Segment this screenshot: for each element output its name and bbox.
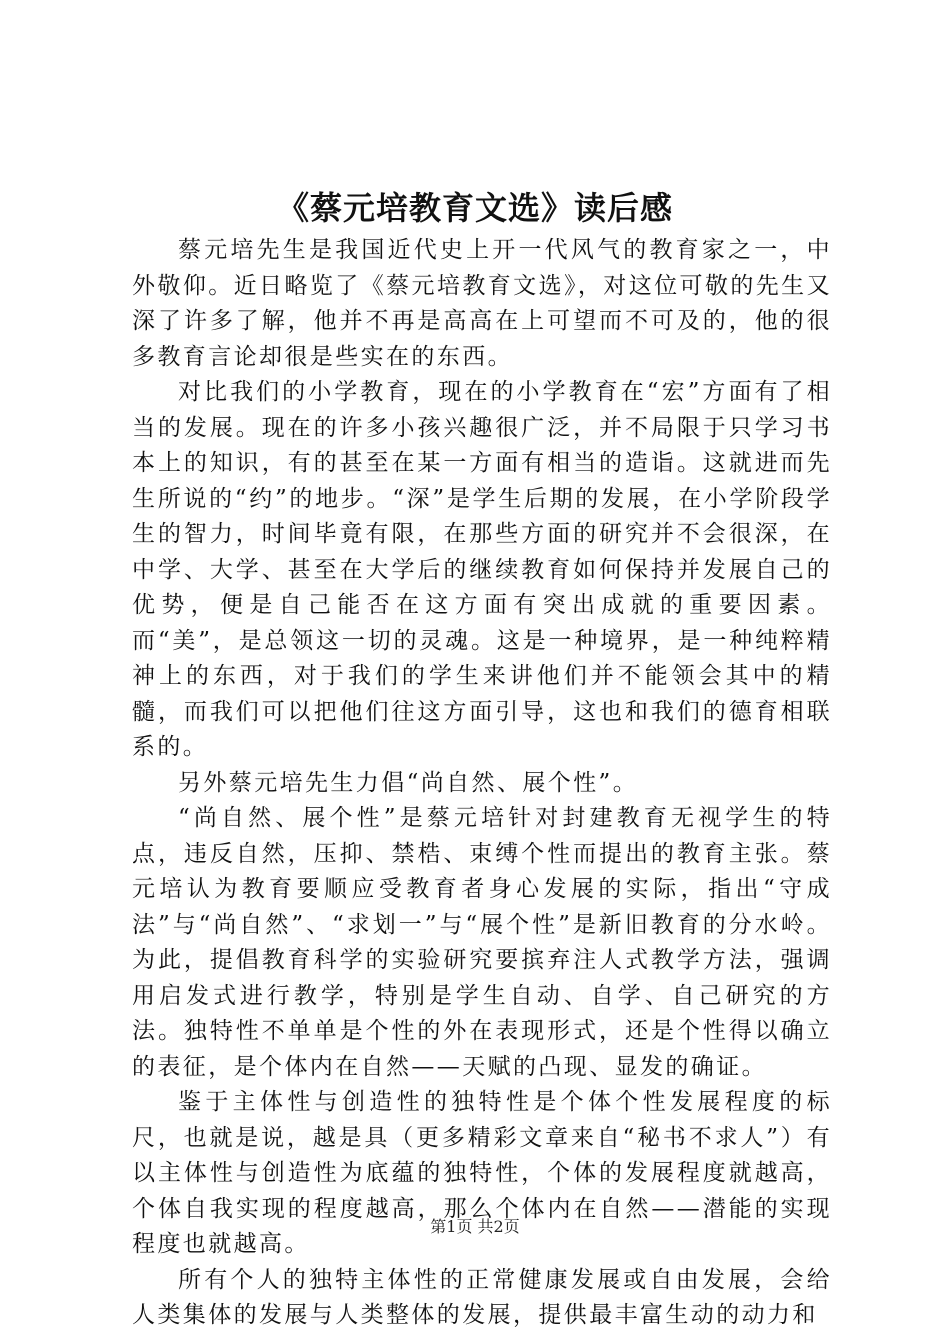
paragraph: 鉴于主体性与创造性的独特性是个体个性发展程度的标尺，也就是说，越是具（更多精彩文章来自“秘书不求人”）有以主体性与创造性为底蕴的独特性，个体的发展程度就越高，个体自我实现的程度越高，那么个体内在自然——潜能的实现程度也就越高。 bbox=[132, 1089, 832, 1257]
document-title: 《蔡元培教育文选》读后感 bbox=[276, 189, 673, 227]
document-body bbox=[132, 233, 832, 1334]
page-number-footer: 第1页 共2页 bbox=[430, 1217, 520, 1236]
paragraph: 蔡元培先生是我国近代史上开一代风气的教育家之一，中外敬仰。近日略览了《蔡元培教育文选》，对这位可敬的先生又深了许多了解，他并不再是高高在上可望而不可及的，他的很多教育言论却很是些实在的东西。 bbox=[132, 237, 832, 370]
paragraph: 对比我们的小学教育，现在的小学教育在“宏”方面有了相当的发展。现在的许多小孩兴趣很广泛，并不局限于只学习书本上的知识，有的甚至在某一方面有相当的造诣。这就进而先生所说的“约”的地步。“深”是学生后期的发展，在小学阶段学生的智力，时间毕竟有限，在那些方面的研究并不会很深，在中学、大学、甚至在大学后的继续教育如何保持并发展自己的优势，便是自己能否在这方面有突出成就的重要因素。而“美”，是总领这一切的灵魂。这是一种境界，是一种纯粹精神上的东西，对于我们的学生来讲他们并不能领会其中的精髓，而我们可以把他们往这方面引导，这也和我们的德育相联系的。 bbox=[132, 379, 832, 760]
paragraph: 所有个人的独特主体性的正常健康发展或自由发展，会给人类集体的发展与人类整体的发展，提供最丰富生动的动力和 bbox=[132, 1266, 832, 1328]
paragraph: “尚自然、展个性”是蔡元培针对封建教育无视学生的特点，违反自然，压抑、禁梏、束缚个性而提出的教育主张。蔡元培认为教育要顺应受教育者身心发展的实际，指出“守成法”与“尚自然”、“求划一”与“展个性”是新旧教育的分水岭。为此，提倡教育科学的实验研究要摈弃注人式教学方法，强调用启发式进行教学，特别是学生自动、自学、自己研究的方法。独特性不单单是个性的外在表现形式，还是个性得以确立的表征，是个体内在自然——天赋的凸现、显发的确证。 bbox=[132, 805, 832, 1080]
paragraph: 另外蔡元培先生力倡“尚自然、展个性”。 bbox=[178, 769, 639, 796]
